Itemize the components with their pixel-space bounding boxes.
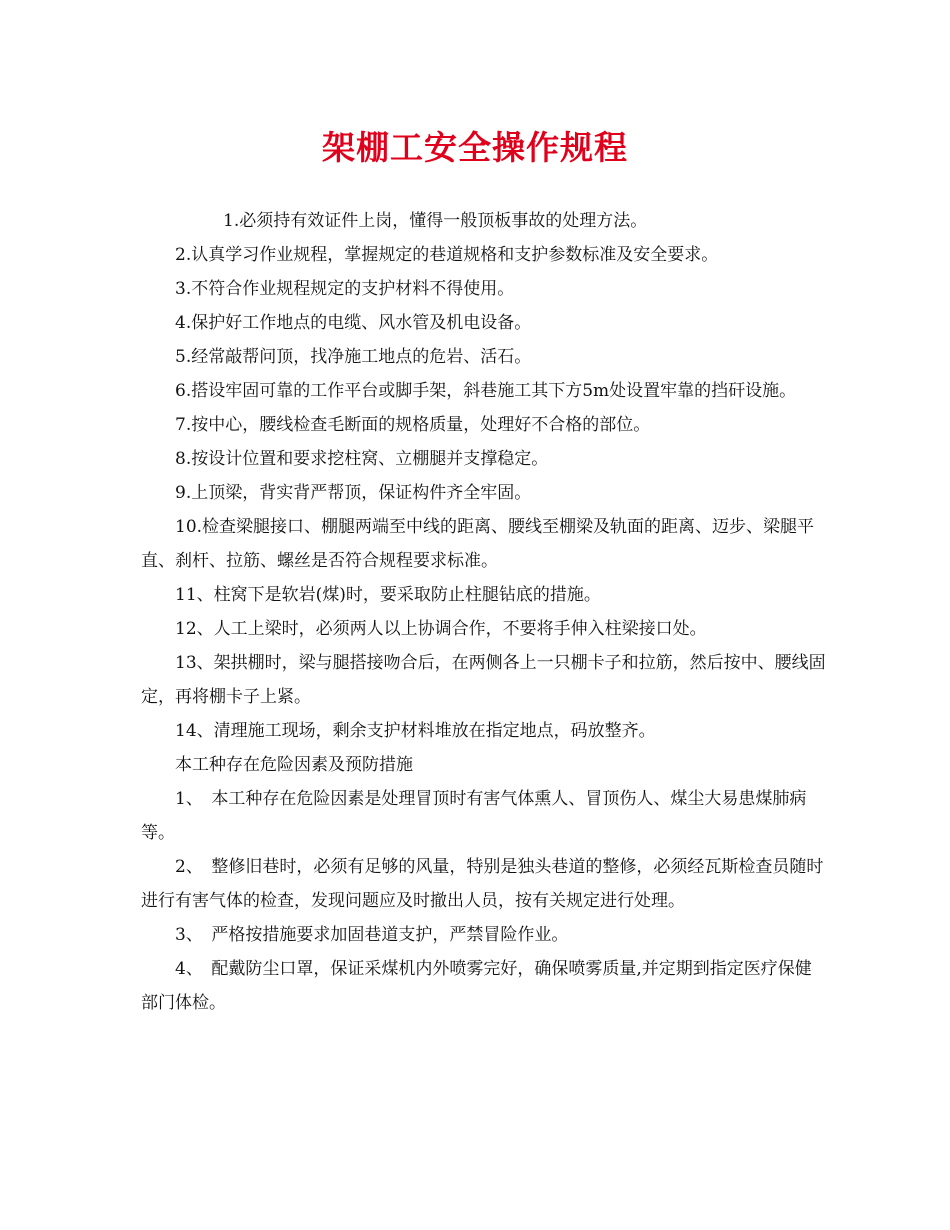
paragraph: 4、 配戴防尘口罩，保证采煤机内外喷雾完好，确保喷雾质量,并定期到指定医疗保健部门体检。 (141, 959, 812, 1013)
paragraph: 10.检查梁腿接口、棚腿两端至中线的距离、腰线至棚梁及轨面的距离、迈步、梁腿平直、刹杆、拉筋、螺丝是否符合规程要求标准。 (141, 517, 815, 571)
paragraph: 5.经常敲帮问顶，找净施工地点的危岩、活石。 (175, 347, 532, 367)
paragraph: 3.不符合作业规程规定的支护材料不得使用。 (175, 279, 515, 299)
paragraph: 1.必须持有效证件上岗，懂得一般顶板事故的处理方法。 (223, 211, 648, 231)
paragraph: 11、柱窝下是软岩(煤)时，要采取防止柱腿钻底的措施。 (175, 585, 601, 605)
paragraph: 2、 整修旧巷时，必须有足够的风量，特别是独头巷道的整修，必须经瓦斯检查员随时进行有害气体的检查，发现问题应及时撤出人员，按有关规定进行处理。 (141, 857, 824, 911)
paragraph: 4.保护好工作地点的电缆、风水管及机电设备。 (175, 313, 532, 333)
section-heading: 本工种存在危险因素及预防措施 (175, 755, 413, 775)
paragraph: 3、 严格按措施要求加固巷道支护，严禁冒险作业。 (175, 925, 569, 945)
document-title: 架棚工安全操作规程 (322, 128, 628, 167)
paragraph: 14、清理施工现场，剩余支护材料堆放在指定地点，码放整齐。 (175, 721, 656, 741)
paragraph: 1、 本工种存在危险因素是处理冒顶时有害气体熏人、冒顶伤人、煤尘大易患煤肺病等。 (141, 789, 807, 843)
paragraph: 7.按中心，腰线检查毛断面的规格质量，处理好不合格的部位。 (175, 415, 651, 435)
document-body (141, 204, 826, 1020)
paragraph: 13、架拱棚时，梁与腿搭接吻合后，在两侧各上一只棚卡子和拉筋，然后按中、腰线固定，再将棚卡子上紧。 (141, 653, 826, 707)
paragraph: 2.认真学习作业规程，掌握规定的巷道规格和支护参数标准及安全要求。 (175, 245, 719, 265)
paragraph: 12、人工上梁时，必须两人以上协调合作，不要将手伸入柱梁接口处。 (175, 619, 707, 639)
paragraph: 8.按设计位置和要求挖柱窝、立棚腿并支撑稳定。 (175, 449, 549, 469)
paragraph: 9.上顶梁，背实背严帮顶，保证构件齐全牢固。 (175, 483, 532, 503)
paragraph: 6.搭设牢固可靠的工作平台或脚手架，斜巷施工其下方5m处设置牢靠的挡矸设施。 (175, 381, 797, 401)
